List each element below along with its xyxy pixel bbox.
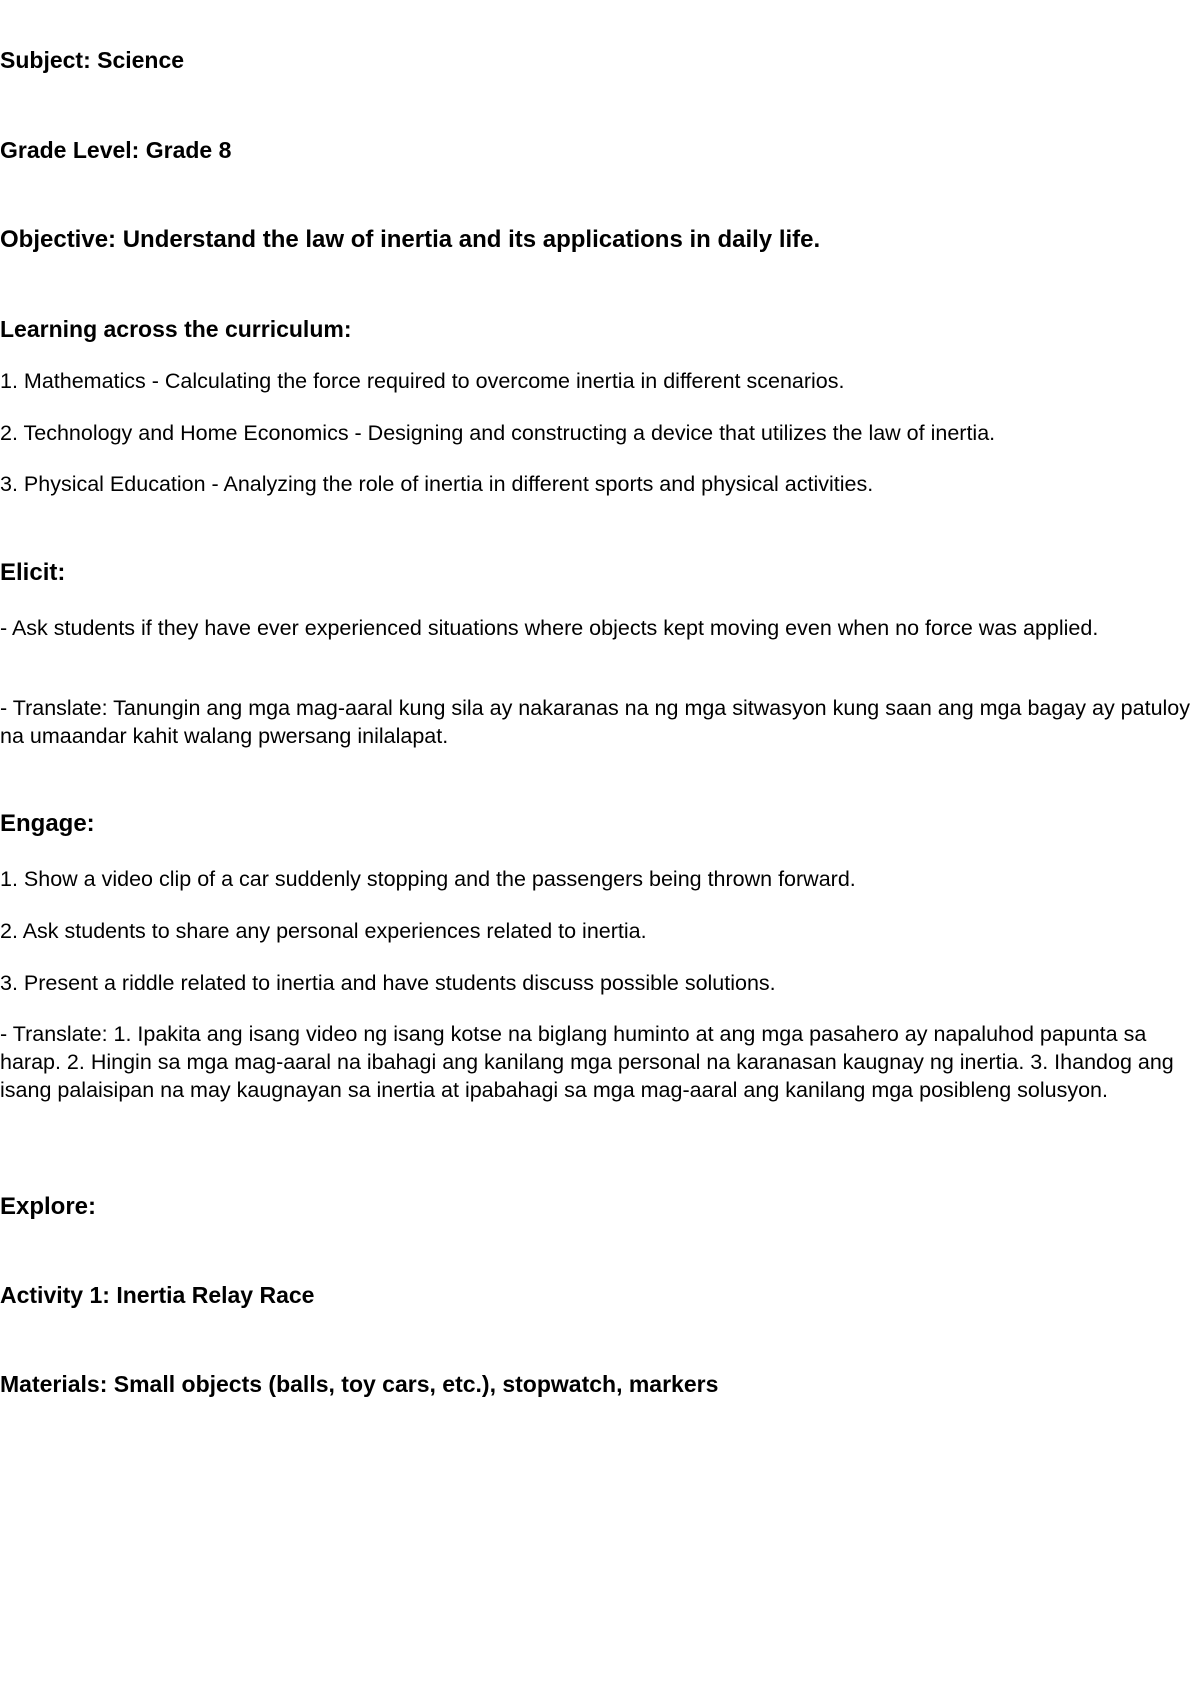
engage-item-3: 3. Present a riddle related to inertia and have students discuss possible solutions. (0, 971, 776, 995)
explore-heading: Explore: (0, 1193, 97, 1220)
engage-item-2: 2. Ask students to share any personal experiences related to inertia. (0, 919, 647, 943)
elicit-item-1: - Ask students if they have ever experienced situations where objects kept moving even when no force was applied. (0, 616, 1099, 640)
activity-line: Activity 1: Inertia Relay Race (0, 1282, 315, 1308)
learning-across-item-2: 2. Technology and Home Economics - Designing and constructing a device that utilizes the law of inertia. (0, 421, 996, 445)
subject-line: Subject: Science (0, 47, 185, 73)
grade-level-line: Grade Level: Grade 8 (0, 137, 232, 163)
engage-heading: Engage: (0, 810, 95, 837)
learning-across-heading: Learning across the curriculum: (0, 316, 352, 342)
engage-item-1: 1. Show a video clip of a car suddenly stopping and the passengers being thrown forward. (0, 867, 856, 891)
objective-line: Objective: Understand the law of inertia and its applications in daily life. (0, 226, 821, 253)
materials-line: Materials: Small objects (balls, toy cars, etc.), stopwatch, markers (0, 1371, 719, 1397)
engage-translate: - Translate: 1. Ipakita ang isang video ng isang kotse na biglang huminto at ang mga pasahero ay napaluhod papunta sa harap. 2. Hingin sa mga mag-aaral na ibahagi ang kanilang mga personal na karanasan kaugnay ng inertia. 3. Ihandog ang isang palaisipan na may kaugnayan sa inertia at ipabahagi sa mga mag-aaral ang kanilang mga posibleng solusyon. (0, 1022, 1174, 1102)
elicit-heading: Elicit: (0, 559, 66, 586)
learning-across-item-1: 1. Mathematics - Calculating the force required to overcome inertia in different scenarios. (0, 369, 845, 393)
elicit-item-2: - Translate: Tanungin ang mga mag-aaral kung sila ay nakaranas na ng mga sitwasyon kung saan ang mga bagay ay patuloy na umaandar kahit walang pwersang inilalapat. (0, 696, 1191, 748)
learning-across-item-3: 3. Physical Education - Analyzing the role of inertia in different sports and physical activities. (0, 472, 874, 496)
